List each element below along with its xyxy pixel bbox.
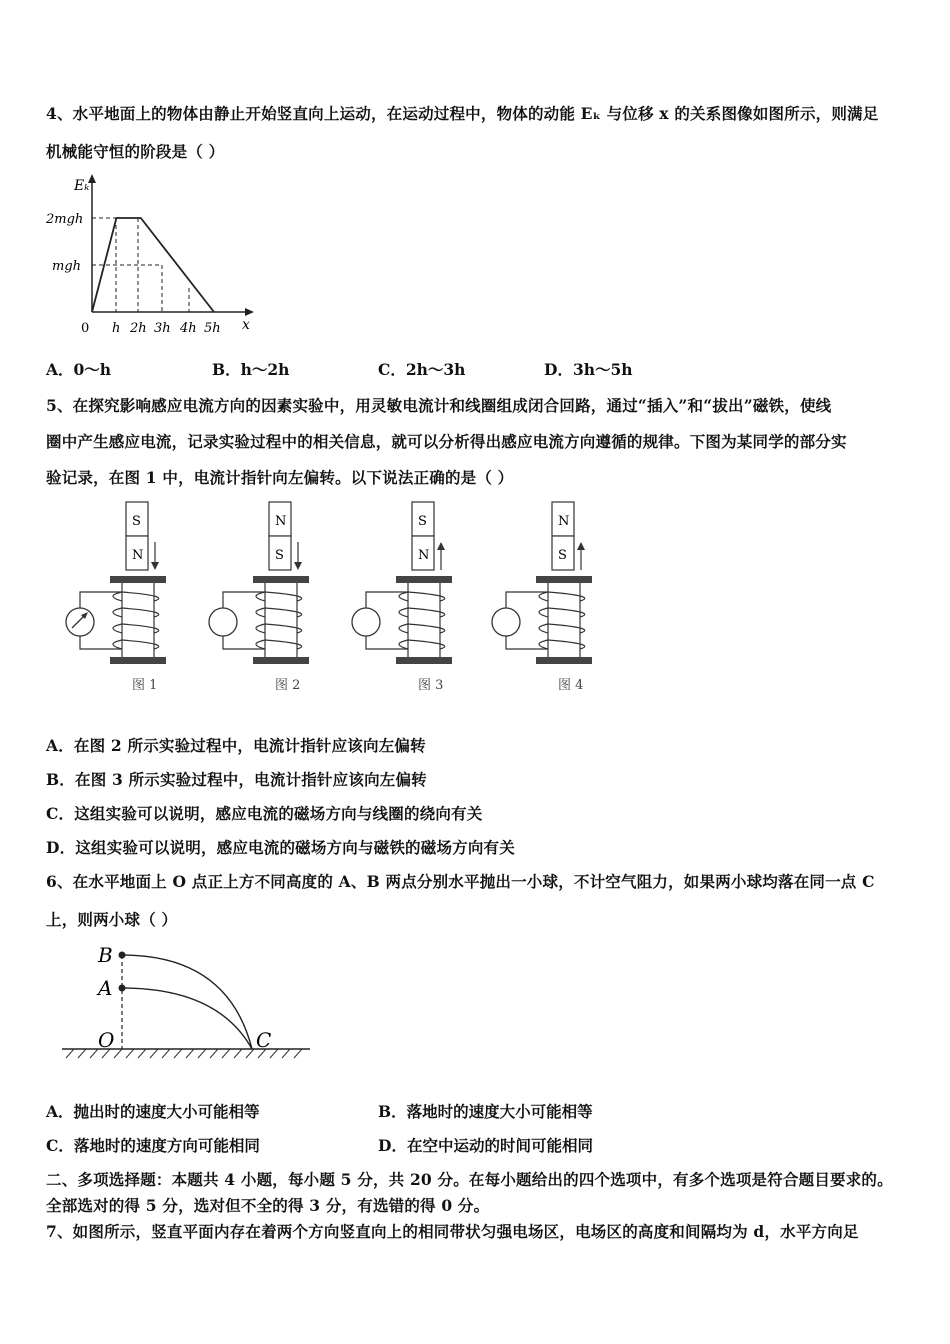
- figure-caption: 图 3: [418, 678, 444, 693]
- q6-stem-line1: 6、在水平地面上 O 点正上方不同高度的 A、B 两点分别水平抛出一小球，不计空气阻力，如果两小球均落在同一点 C: [46, 872, 875, 891]
- magnet-top-pole: S: [418, 514, 427, 529]
- figure-3: [352, 502, 452, 693]
- x-axis-label: x: [242, 317, 250, 333]
- figure-4: [492, 502, 592, 693]
- q4-option-d[interactable]: D．3h～5h: [544, 360, 633, 379]
- x-tick-5h: 5h: [204, 321, 221, 336]
- x-tick-3h: 3h: [154, 321, 171, 336]
- y-tick-2mgh: 2mgh: [46, 212, 84, 227]
- magnet-bottom-pole: S: [275, 548, 284, 563]
- q5-stem-line2: 圈中产生感应电流，记录实验过程中的相关信息，就可以分析得出感应电流方向遵循的规律。下图为某同学的部分实: [46, 432, 847, 451]
- q7-stem-line1: 7、如图所示，竖直平面内存在着两个方向竖直向上的相同带状匀强电场区，电场区的高度和间隔均为 d，水平方向足: [46, 1222, 859, 1241]
- q5-option-c[interactable]: C．这组实验可以说明，感应电流的磁场方向与线圈的绕向有关: [46, 804, 483, 823]
- magnet-top-pole: N: [275, 514, 287, 529]
- magnet-bottom-pole: S: [558, 548, 567, 563]
- q5-option-d[interactable]: D．这组实验可以说明，感应电流的磁场方向与磁铁的磁场方向有关: [46, 838, 515, 857]
- arrow-up-icon: [437, 542, 445, 550]
- section2-line1: 二、多项选择题：本题共 4 小题，每小题 5 分，共 20 分。在每小题给出的四个选项中，有多个选项是符合题目要求的。: [46, 1170, 893, 1189]
- q4-stem-line2: 机械能守恒的阶段是（ ）: [46, 142, 225, 161]
- figure-2: [209, 502, 309, 693]
- label-a: A: [98, 976, 113, 1000]
- q5-option-a[interactable]: A．在图 2 所示实验过程中，电流计指针应该向左偏转: [46, 736, 426, 755]
- ek-curve: [92, 218, 214, 312]
- q6-stem-line2: 上，则两小球（ ）: [46, 910, 178, 929]
- arrow-down-icon: [294, 562, 302, 570]
- q5-option-b[interactable]: B．在图 3 所示实验过程中，电流计指针应该向左偏转: [46, 770, 427, 789]
- x-axis-arrow-icon: [245, 308, 254, 316]
- section2-line2: 全部选对的得 5 分，选对但不全的得 3 分，有选错的得 0 分。: [46, 1196, 490, 1215]
- q4-option-a[interactable]: A．0～h: [46, 360, 112, 379]
- magnet-bottom-pole: N: [132, 548, 144, 563]
- q6-option-c[interactable]: C．落地时的速度方向可能相同: [46, 1136, 260, 1155]
- magnet-top-pole: S: [132, 514, 141, 529]
- label-o: O: [98, 1028, 115, 1052]
- figure-caption: 图 2: [275, 678, 301, 693]
- point-a: [119, 985, 126, 992]
- x-tick-2h: 2h: [130, 321, 147, 336]
- figure-1: [66, 502, 166, 693]
- magnet-top-pole: N: [558, 514, 570, 529]
- x-tick-4h: 4h: [180, 321, 197, 336]
- y-axis-label: Eₖ: [74, 178, 90, 194]
- q5-figures: [40, 500, 620, 705]
- arrow-up-icon: [577, 542, 585, 550]
- trajectory-a: [122, 988, 252, 1049]
- q5-stem-line3: 验记录，在图 1 中，电流计指针向左偏转。以下说法正确的是（ ）: [46, 468, 514, 487]
- y-tick-mgh: mgh: [52, 259, 82, 274]
- arrow-down-icon: [151, 562, 159, 570]
- q5-stem-line1: 5、在探究影响感应电流方向的因素实验中，用灵敏电流计和线圈组成闭合回路，通过“插入”和“拔出”磁铁，使线: [46, 396, 832, 415]
- label-c: C: [256, 1028, 272, 1052]
- q6-option-d[interactable]: D．在空中运动的时间可能相同: [378, 1136, 593, 1155]
- trajectory-b: [122, 955, 252, 1049]
- q4-ek-x-graph: [44, 172, 264, 342]
- label-b: B: [98, 943, 113, 967]
- figure-caption: 图 4: [558, 678, 584, 693]
- x-tick-0: 0: [81, 321, 90, 336]
- q4-option-c[interactable]: C．2h～3h: [378, 360, 466, 379]
- figure-caption: 图 1: [132, 678, 158, 693]
- q4-option-b[interactable]: B．h～2h: [212, 360, 290, 379]
- q6-option-b[interactable]: B．落地时的速度大小可能相等: [378, 1102, 593, 1121]
- magnet-bottom-pole: N: [418, 548, 430, 563]
- q4-stem-line1: 4、水平地面上的物体由静止开始竖直向上运动，在运动过程中，物体的动能 Eₖ 与位移 x 的关系图像如图所示，则满足: [46, 104, 879, 123]
- q6-option-a[interactable]: A．抛出时的速度大小可能相等: [46, 1102, 260, 1121]
- x-tick-h: h: [112, 321, 121, 336]
- point-b: [119, 952, 126, 959]
- q6-projectile-diagram: [58, 940, 318, 1070]
